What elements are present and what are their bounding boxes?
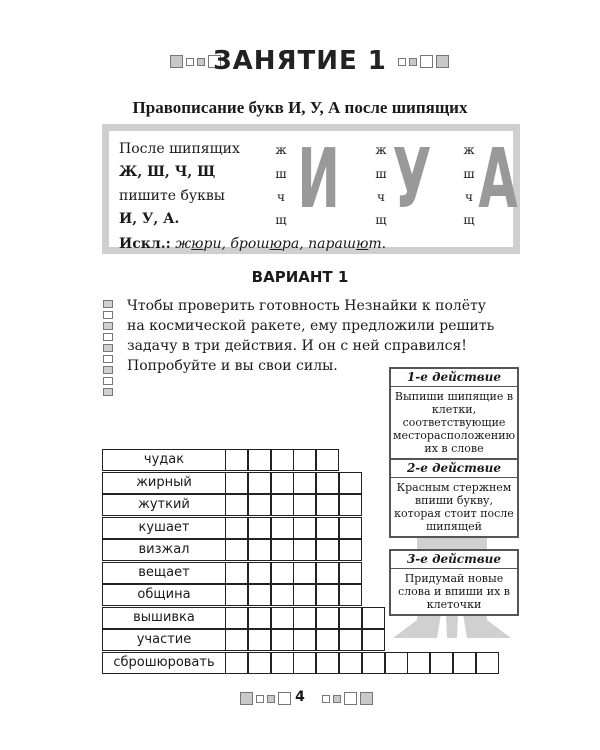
action-title: 1-е действие: [391, 369, 517, 387]
letter-box[interactable]: [293, 494, 316, 516]
letter-box[interactable]: [271, 539, 294, 561]
letter-box[interactable]: [316, 584, 339, 606]
letter-box[interactable]: [339, 539, 362, 561]
letter-box[interactable]: [385, 652, 408, 674]
consonant: ч: [277, 190, 285, 204]
letter-box[interactable]: [362, 607, 385, 629]
letter-box[interactable]: [293, 584, 316, 606]
letter-box[interactable]: [476, 652, 499, 674]
letter-box[interactable]: [271, 472, 294, 494]
letter-box[interactable]: [407, 652, 430, 674]
consonant: ш: [463, 167, 475, 181]
letter-box[interactable]: [248, 472, 271, 494]
letter-box[interactable]: [271, 449, 294, 471]
word-cell: жирный: [102, 472, 226, 494]
letter-box[interactable]: [293, 472, 316, 494]
rule-title: Правописание букв И, У, А после шипящих: [132, 98, 468, 117]
footer-decoration-right: [322, 692, 373, 705]
exception-label: Искл.:: [119, 236, 171, 252]
letter-box[interactable]: [293, 652, 316, 674]
letter-box[interactable]: [339, 629, 362, 651]
letter-box[interactable]: [339, 607, 362, 629]
letter-box[interactable]: [248, 449, 271, 471]
big-letter-i: И: [297, 132, 340, 227]
letter-box[interactable]: [316, 494, 339, 516]
lesson-title: ЗАНЯТИЕ 1: [213, 46, 387, 76]
letter-box[interactable]: [293, 449, 316, 471]
letter-box[interactable]: [339, 494, 362, 516]
intro-line: Чтобы проверить готовность Незнайки к полёту: [127, 298, 487, 314]
letter-box[interactable]: [316, 562, 339, 584]
letter-box[interactable]: [316, 449, 339, 471]
letter-box[interactable]: [271, 607, 294, 629]
letter-box[interactable]: [339, 517, 362, 539]
word-cell: участие: [102, 629, 226, 651]
letter-box[interactable]: [271, 652, 294, 674]
letter-box[interactable]: [248, 652, 271, 674]
consonant: ж: [463, 143, 475, 157]
title-decoration-right: [398, 55, 449, 68]
exception-words: жюри, брошюра, парашют: [175, 236, 382, 252]
rule-box: [102, 124, 520, 254]
consonant: щ: [463, 213, 475, 227]
action-text: Придумай новые слова и впиши их в клеточки: [398, 572, 510, 611]
letter-box[interactable]: [271, 494, 294, 516]
letter-box[interactable]: [316, 607, 339, 629]
variant-title: ВАРИАНТ 1: [251, 268, 349, 286]
action-title: 3-е действие: [391, 551, 517, 569]
action-text: Красным стержнем впиши букву, которая стоит после шипящей: [394, 481, 514, 533]
letter-box[interactable]: [316, 472, 339, 494]
letter-box[interactable]: [271, 562, 294, 584]
letter-box[interactable]: [248, 562, 271, 584]
letter-box[interactable]: [248, 517, 271, 539]
letter-box[interactable]: [293, 629, 316, 651]
letter-box[interactable]: [271, 629, 294, 651]
consonant: щ: [375, 213, 387, 227]
intro-text: [127, 296, 547, 376]
letter-box[interactable]: [362, 629, 385, 651]
letter-box[interactable]: [225, 472, 248, 494]
letter-box[interactable]: [316, 539, 339, 561]
letter-box[interactable]: [293, 562, 316, 584]
word-cell: кушает: [102, 517, 226, 539]
letter-box[interactable]: [293, 539, 316, 561]
action-card-1: [389, 367, 519, 460]
letter-box[interactable]: [225, 629, 248, 651]
letter-box[interactable]: [339, 652, 362, 674]
action-text: Выпиши шипящие в клетки, соответствующие месторасположению их в слове: [393, 390, 516, 455]
letter-box[interactable]: [225, 449, 248, 471]
letter-box[interactable]: [248, 494, 271, 516]
action-card-3: [389, 549, 519, 616]
word-cell: визжал: [102, 539, 226, 561]
word-cell: община: [102, 584, 226, 606]
word-cell: вышивка: [102, 607, 226, 629]
intro-line: Попробуйте и вы свои силы.: [127, 358, 338, 374]
page-number: 4: [295, 689, 305, 705]
intro-line: на космической ракете, ему предложили решить: [127, 318, 495, 334]
action-card-2: [389, 458, 519, 538]
exceptions-line: Искл.: жюри, брошюра, парашют.: [119, 236, 387, 252]
word-cell: чудак: [102, 449, 226, 471]
letter-box[interactable]: [248, 539, 271, 561]
big-letter-a: А: [478, 132, 518, 227]
letter-box[interactable]: [316, 652, 339, 674]
consonant: ч: [377, 190, 385, 204]
consonant: щ: [275, 213, 287, 227]
letter-box[interactable]: [225, 539, 248, 561]
word-cell: вещает: [102, 562, 226, 584]
consonant: ш: [375, 167, 387, 181]
rule-line: И, У, А.: [119, 211, 180, 227]
letter-box[interactable]: [248, 607, 271, 629]
letter-box[interactable]: [339, 472, 362, 494]
consonant: ж: [275, 143, 287, 157]
footer-decoration-left: [240, 692, 291, 705]
letter-box[interactable]: [339, 584, 362, 606]
letter-box[interactable]: [225, 584, 248, 606]
letter-box[interactable]: [316, 517, 339, 539]
letter-box[interactable]: [225, 517, 248, 539]
letter-box[interactable]: [225, 562, 248, 584]
letter-box[interactable]: [316, 629, 339, 651]
letter-box[interactable]: [271, 584, 294, 606]
letter-box[interactable]: [362, 652, 385, 674]
letter-box[interactable]: [430, 652, 453, 674]
consonant: ч: [465, 190, 473, 204]
consonant: ш: [275, 167, 287, 181]
intro-decoration: [103, 300, 113, 399]
rule-line: пишите буквы: [119, 188, 225, 204]
rule-line: Ж, Ш, Ч, Щ: [119, 164, 216, 180]
letter-box[interactable]: [225, 652, 248, 674]
letter-box[interactable]: [453, 652, 476, 674]
word-cell: жуткий: [102, 494, 226, 516]
letter-box[interactable]: [225, 494, 248, 516]
letter-box[interactable]: [293, 517, 316, 539]
letter-box[interactable]: [248, 629, 271, 651]
consonant: ж: [375, 143, 387, 157]
letter-box[interactable]: [293, 607, 316, 629]
letter-box[interactable]: [225, 607, 248, 629]
letter-box[interactable]: [339, 562, 362, 584]
action-title: 2-е действие: [391, 460, 517, 478]
word-cell: сброшюровать: [102, 652, 226, 674]
big-letter-u: У: [392, 132, 432, 227]
letter-box[interactable]: [248, 584, 271, 606]
rule-line: После шипящих: [119, 141, 240, 157]
intro-line: задачу в три действия. И он с ней справился!: [127, 338, 467, 354]
letter-box[interactable]: [271, 517, 294, 539]
